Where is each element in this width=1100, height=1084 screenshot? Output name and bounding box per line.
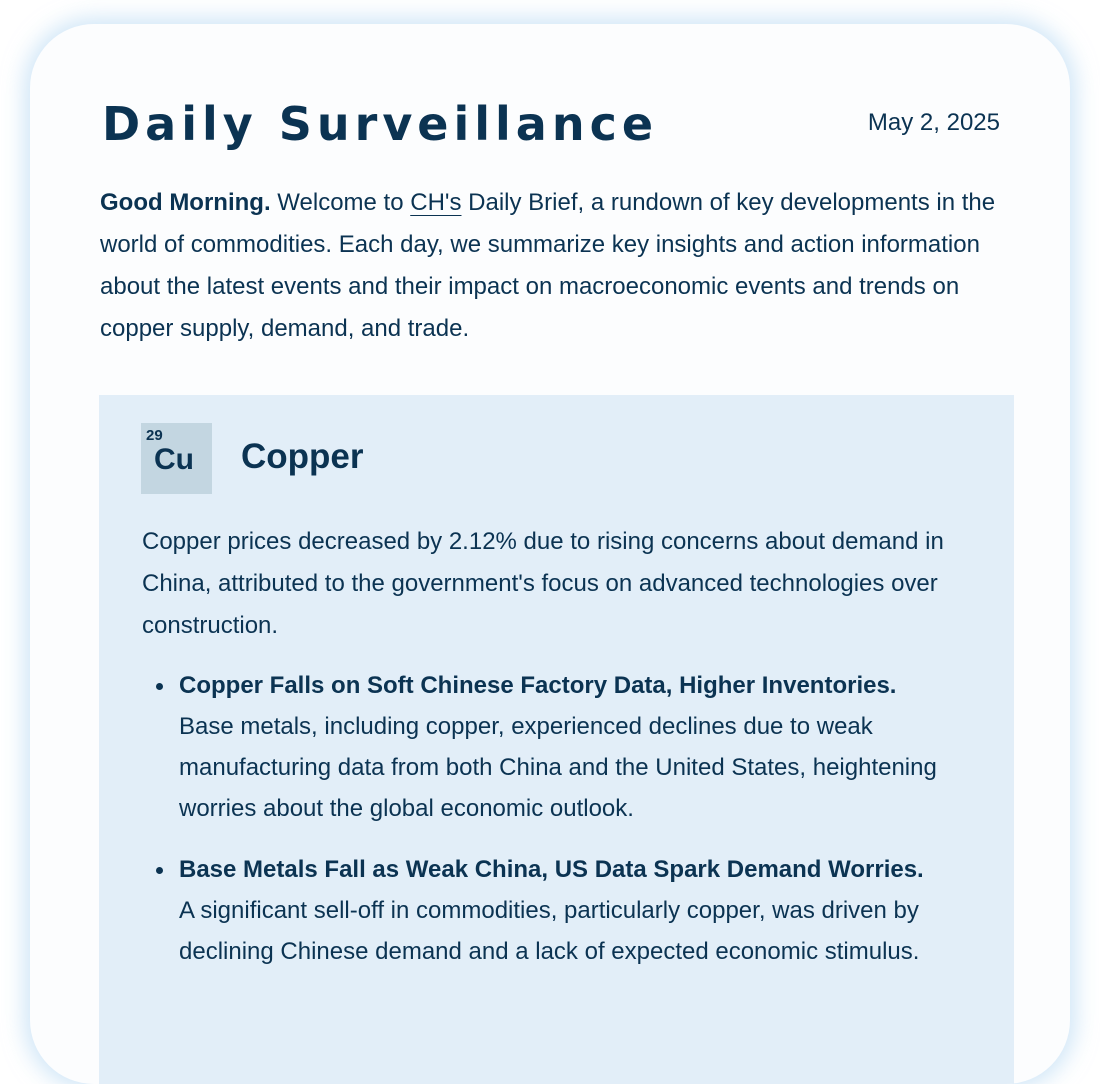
- page-title: Daily Surveillance: [102, 97, 659, 151]
- element-symbol: Cu: [154, 443, 194, 476]
- greeting: Good Morning.: [100, 189, 271, 216]
- news-body: A significant sell-off in commodities, particularly copper, was driven by declining Chinese demand and a lack of expected economic stimulus.: [179, 897, 920, 965]
- atomic-number: 29: [146, 427, 163, 444]
- intro-text-before: Welcome to: [270, 189, 411, 216]
- news-headline: Copper Falls on Soft Chinese Factory Data, Higher Inventories.: [179, 672, 897, 699]
- header: [102, 96, 1000, 160]
- news-body: Base metals, including copper, experienced declines due to weak manufacturing data from both China and the United States, heightening worries about the global economic outlook.: [179, 713, 937, 822]
- news-headline: Base Metals Fall as Weak China, US Data Spark Demand Worries.: [179, 856, 924, 883]
- copper-section: [99, 395, 1014, 1084]
- publication-date: May 2, 2025: [867, 109, 1000, 136]
- brief-card: [30, 24, 1070, 1084]
- ch-link[interactable]: CH's: [410, 189, 462, 216]
- list-item: [142, 665, 982, 829]
- intro-paragraph: [100, 182, 1010, 350]
- section-summary: Copper prices decreased by 2.12% due to rising concerns about demand in China, attributed to the government's focus on advanced technologies over construction.: [142, 528, 944, 639]
- news-list: [142, 665, 982, 992]
- section-title: Copper: [241, 437, 364, 476]
- list-item: [142, 849, 982, 972]
- intro-text-after: Daily Brief, a rundown of key developments in the world of commodities. Each day, we summarize key insights and action information about the latest events and their impact on macroeconomic events and trends on copper supply, demand, and trade.: [100, 189, 996, 342]
- element-tile: [141, 423, 212, 494]
